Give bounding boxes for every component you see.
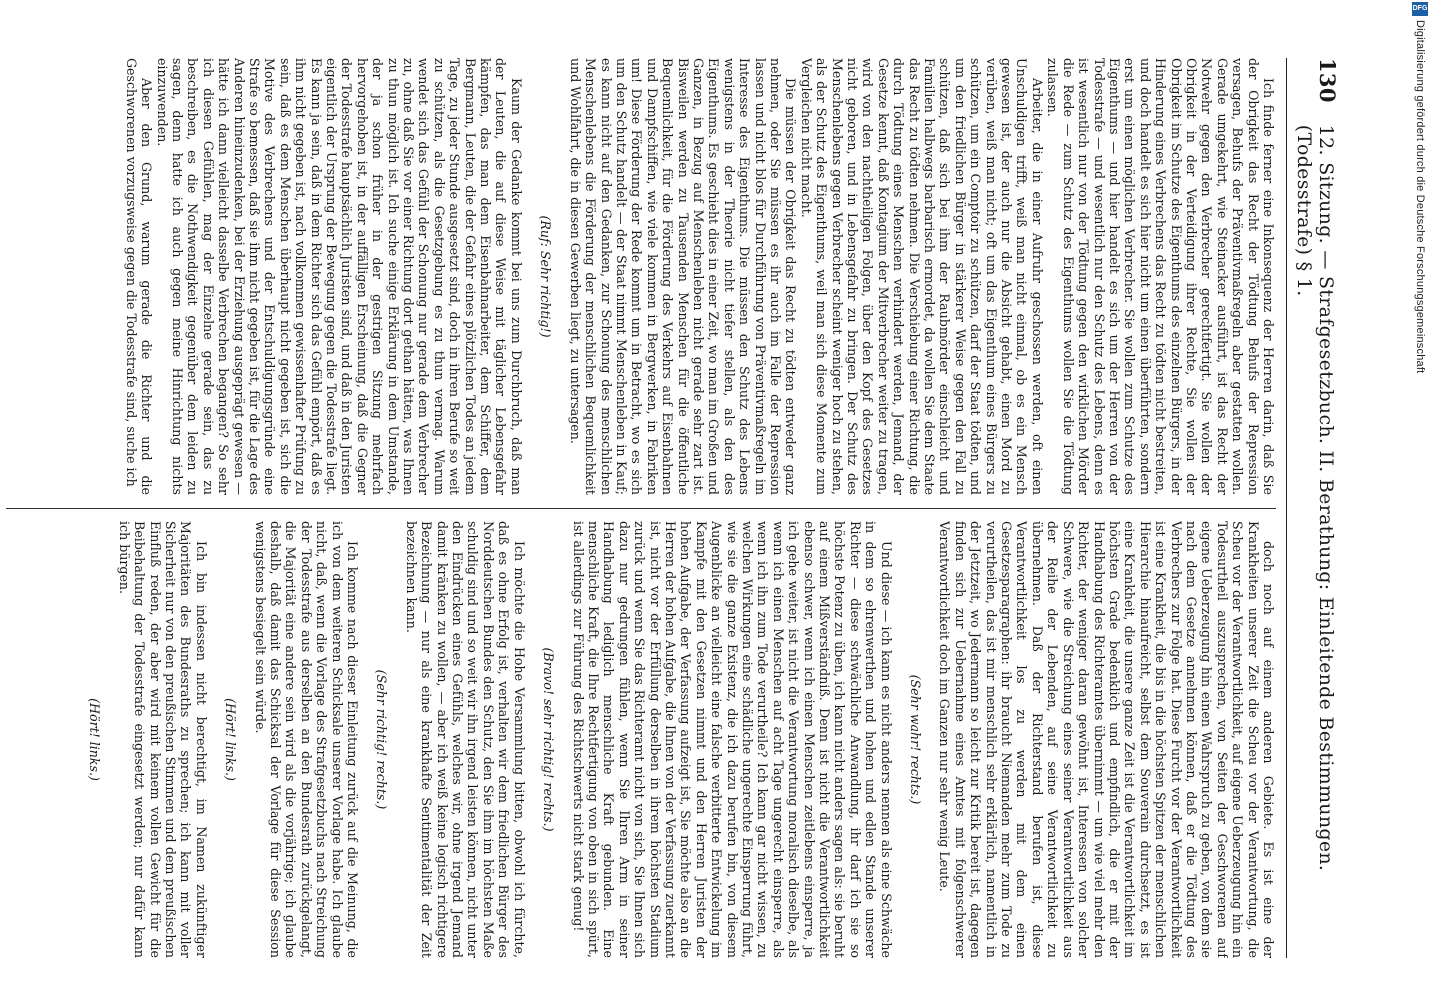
digitization-note: Digitalisierung gefördert durch die Deutsche Forschungsgemeinschaft [1414,20,1426,374]
interjection: (Hört! links.) [223,698,239,781]
paragraph: Ich komme nach dieser Einleitung zurück auf die Meinung, die ich von dem weiteren Schicksale unserer Vorlage habe. Ich glaube nicht, daß, wenn die Vorlage des Strafgesetzbuchs nach Streichung der Todesstrafe aus derselben an den Bundesrath zurückgelangt, die Majorität eine andere sein wird als die vorjährige; ich glaube deshalb, daß damit das Schicksal der Vorlage für diese Session wenigstens besiegelt sein würde. [252,521,361,958]
dfg-logo-icon: DFG [1412,2,1428,16]
paragraph: Arbeiter, die in einer Aufruhr geschossen werden, oft einen Unschuldigen trifft, weiß man nicht einmal, ob es ein Mensch gewesen ist, der auch nur die Absicht gehabt, einen Mord zu verüben, weiß man nicht; oft um das Eigenthum eines Bürgers zu schützen, um ein Comptoir zu schützen, darf der Staat tödten, und um den friedlichen Bürger in stärkerer Weise gegen den Fall zu schützen, daß sich bei ihm der Raubmörder einschleicht und Familien halbwegs barbarisch ermordet, da wollen Sie dem Staate das Recht zu tödten nehmen. Die Verschiebung einer Richtung, die durch Tödtung eines Menschen verhindert werden, Jemand, der Gesetze kennt, daß Kontagium der Mitverbrecher weiter zu tragen, wird von den nachtheiligen Folgen, über den Kopf des Gesetzes nicht geboren, und in Lebensgefahr zu bringen. Der Schutz des Menschenlebens gegen Verbrecher scheint weniger hoch zu stehen, als der Schutz des Eigenthums, weil man sich diese Momente zum Vergleichen nicht macht. [798,58,1045,495]
paragraph: Kaum der Gedanke kommt bei uns zum Durchbruch, daß man der Leuten, die auf diese Weise mit täglicher Lebensgefahr kämpfen, das man dem Eisenbahnarbeiter, dem Schiffer, dem Bergmann, Leuten, die der Gefahr eines plötzlichen Todes an jedem Tage, zu jeder Stunde ausgesetzt sind, doch in ihren Berufe so weit zu schützen, als die Gesetzgebung es zu thun vermag. Warum wendet sich das Gefühl der Schonung nur gerade dem Verbrecher zu, ohne daß Sie vor einer Richtung dort gethan hätten, was Ihnen zu thun möglich ist. Ich suche einige Erklärung in dem Umstande, der ja schon früher in der gestrigen Sitzung mehrfach hervorgehoben ist, in der auffälligen Erscheinung, daß die Gegner der Todesstrafe hauptsächlich Juristen sind, und daß in den Juristen eigentlich der Ursprung der Bewegung gegen die Todesstrafe liegt. Es kann ja sein, daß in dem Richter sich das Gefühl empört, daß es ihm nicht gegeben ist, nach vollkommen gewissenhafter Prüfung zu sein, daß es dem Menschen überhaupt nicht gegeben ist, sich die Motive des Verbrechens und der Entschuldigungsgründe eine Strafe so bemessen, daß sie ihm nicht gegeben ist, für die Lage des Anderen hineinzudenken, bei der Erziehung ausgeprägt gewesen — hätte ich dann vielleicht dasselbe Verbrechen begangen? So sehr ich diesen Gefühlen, mag der Einzelne gerade sein, das zu beschreiben, es die Nothwendigkeit gegenüber dem leiden zu sagen, denn hatte ich auch gegen meine Hinrichtung nichts einzuwenden. [154,58,524,495]
interjection: (Hört! links.) [87,698,103,781]
paragraph: doch noch auf einem anderen Gebiete. Es ist eine der Krankheiten unserer Zeit die Scheu vor der Verantwortung, die Scheu vor der Verantwortlichkeit, auf eigene Ueberzeugung hin ein Todesurtheil auszusprechen, von Seiten der Geschworenen auf eigene Ueberzeugung hin einen Wahrspruch zu geben, von dem sie nach dem Gesetze annehmen können, daß er die Tödtung des Verbrechers zur Folge hat. Diese Furcht vor der Verantwortlichkeit ist eine Krankheit, die bis in die höchsten Spitzen der menschlichen Hierarchie hinaufreicht, selbst dem Souverain durchsetzt, es ist eine Krankheit, die unsere ganze Zeit ist die Verantwortlichkeit im höchsten Grade bedenklich und empfindlich, die er mit der Handhabung des Richteramtes übernimmt — um wie viel mehr den Richter, der weniger daran gewöhnt ist, Interessen von solcher Schwere, wie die Streichung eines seiner Verantwortlichkeit aus der Reihe der Lebenden, auf seine Verantwortlichkeit zu übernehmen. Daß der Richterstand berufen ist, diese Verantwortlichkeit los zu werden mit dem einen Gesetzesparagraphen: ihr braucht Niemanden mehr zum Tode zu verurtheilen, das ist mir menschlich sehr erklärlich, namentlich in der Jetztzeit, wo Jedermann so leicht zur Kritik bereit ist, dagegen finden sich zur Uebernahme eines Amtes mit folgenschwerer Verantwortlichkeit doch im Ganzen nur sehr wenig Leute. [937,521,1276,958]
page-title: 12. Sitzung. — Strafgesetzbuch. II. Berathung: Einleitende Bestimmungen. (Todesstrafe) § 1. [1293,124,1337,872]
interjection: (Sehr wahr! rechts.) [908,674,924,805]
interjection: (Bravo! sehr richtig! rechts.) [541,647,557,832]
text-columns [6,58,1276,958]
paragraph: Und diese — ich kann es nicht anders nennen als eine Schwäche in dem so ehrenwerthen und hohen und edlen Stande unserer Richter — diese schwächliche Anwandlung, ihr darf ich sie so höchste Potenz zu üben, ich kann nicht anders sagen als: sie beruht auf einem Mißverständniß. Denn ist nicht die Verantwortlichkeit ebenso schwer, wenn ich einen Menschen zeitlebens einsperre, ja ich gehe weiter, ist nicht die Verantwortung moralisch dieselbe, als wenn ich einen Menschen auf acht Tage ungerecht einsperre, als wenn ich ihn zum Tode verurtheile? Ich kann gar nicht wissen, zu welchen Wirkungen eine schädliche ungerechte Einsperrung führt, wie sie die ganze Existenz, die ich dazu berufen bin, von diesem Augenblicke an vielleicht eine falsche verbitterte Entwickelung im Kampfe mit den Gesetzen nimmt und den Herren Juristen der hohen Aufgabe, der Verfassung aufzeigt ist, Sie möchte also an die Herren der hohen Aufgabe, die Ihnen von der Verfassung zuerkannt ist, nicht vor der Erfüllung derselben in ihrem höchsten Stadium zurück und wenn Sie das Richteramt nicht von sich, Sie Ihnen sich dazu nur gedrungen fühlen, wenn Sie Ihren Arm in seiner Handhabung lediglich menschliche Kraft gebunden. Eine menschliche Kraft, die Ihre Rechtfertigung von oben in sich spürt, ist allerdings zur Führung des Richtschwerts nicht stark genug! [570,521,894,958]
paragraph: Die müssen der Obrigkeit das Recht zu tödten entweder ganz nehmen, oder Sie müssen es ihr auch im Falle der Repression lassen und nicht blos für Durchführung von Präventivmaßregeln im Interesse des Eigenthums. Die müssen den Schutz des Lebens wenigstens in der Theorie nicht tiefer stellen, als den des Eigenthums. Es geschieht dies in einer Zeit, wo man im Großen und Ganzen, in Bezug auf Menschenleben nicht gerade sehr zart ist. Bisweilen werden zu Tausenden Menschen für die öffentliche Bequemlichkeit, für die Förderung des Verkehrs auf Eisenbahnen und Dampfschiffen, wie viele kommen in Bergwerken, in Fabriken um! Diese Förderung der Rede kommt um in Betracht, wo es sich um den Schutz handelt — der Staat nimmt Menschenleben in Kauf; es kann nicht auf den Gedanken, zur Schonung des menschlichen Menschenlebens die Förderung der menschlichen Bequemlichkeit und Wohlfahrt, die in diesen Gewerben liegt, zu untersagen. [567,58,799,495]
paragraph: Ich finde ferner eine Inkonsequenz der Herren darin, daß Sie der Obrigkeit das Recht der Tödtung Behufs der Repression versagen, Behufs der Präventivmaßregeln aber gestatten wollen. Gerade umgekehrt, wie Steinacker ausführt, ist das Recht der Notwehr gegen den Verbrecher gerechtfertigt. Sie wollen der Obrigkeit in der Verteidigung ihrer Rechte, Sie wollen der Obrigkeit im Schutze des Eigenthums des einzelnen Bürgers, in der Hinderung eines Verbrechens das Recht zu tödten nicht bestreiten, und doch handelt es sich hier nicht um einen überführten, sondern erst um einen möglichen Verbrecher. Sie wollen zum Schutze des Eigenthums — und hier handelt es sich um der Herren von der Todesstrafe — und wesentlich nur den Schutz des Lebens, denn es ist wesentlich nur von der Tödtung gegen den wirklichen Mörder die Rede — zum Schutz des Eigenthums wollen Sie die Tödtung zulassen. [1045,58,1276,495]
right-column [6,521,1276,958]
running-head [1286,58,1340,958]
interjection: (Sehr richtig! rechts.) [374,669,390,810]
paragraph: Ich bin indessen nicht berechtigt, im Namen zukünftiger Majoritäten des Bundesraths zu sprechen; ich kann mit voller Sicherheit nur von den preußischen Stimmen und dem preußischen Einfluß reden, der aber wird mit keinem vollen Gewicht für die Beibehaltung der Todesstrafe eingesetzt werden; nur dafür kann ich bürgen. [116,521,209,958]
page-number: 130 [1315,58,1340,103]
paragraph: Ich möchte die Hohe Versammlung bitten, obwohl ich fürchte, daß es ohne Erfolg ist, verhalten wir dem friedlichen Bürger des Norddeutschen Bundes den Schutz, den Sie ihm im höchsten Maße schuldig sind und so weit wir ihn irgend leisten können, nicht unter den Eindrücken eines Gefühls, welches wir, ohne irgend Jemand damit kränken zu wollen, — aber ich weiß keine logisch richtigere Bezeichnung — nur als eine krankhafte Sentimentalität der Zeit bezeichnen kann. [403,521,527,958]
left-column [6,58,1276,495]
interjection: (Ruf: Sehr richtig!) [538,215,554,338]
paragraph: Aber den Grund, warum gerade die Richter und die Geschworenen vorzugsweise gegen die Todesstrafe sind, suche ich [123,58,155,495]
